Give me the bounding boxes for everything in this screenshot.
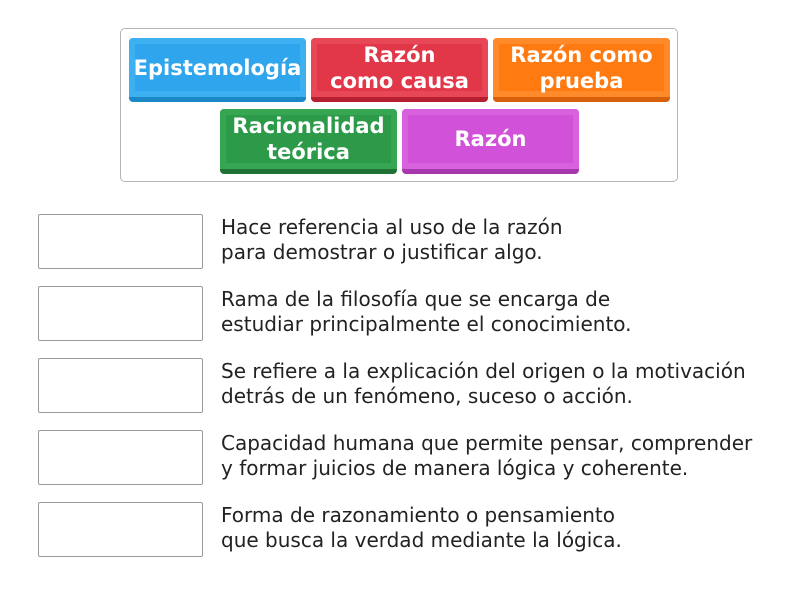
tile-razon-como-prueba[interactable] bbox=[493, 38, 670, 102]
tile-label: Epistemología bbox=[133, 55, 302, 80]
tile-label: Razón como prueba bbox=[510, 42, 653, 93]
description-1: Hace referencia al uso de la razón para demostrar o justificar algo. bbox=[221, 215, 563, 264]
description-4: Capacidad humana que permite pensar, comprender y formar juicios de manera lógica y coherente. bbox=[221, 431, 753, 480]
drop-slot-2[interactable] bbox=[38, 286, 203, 341]
description-5: Forma de razonamiento o pensamiento que busca la verdad mediante la lógica. bbox=[221, 503, 622, 552]
drop-slot-5[interactable] bbox=[38, 502, 203, 557]
drop-slot-4[interactable] bbox=[38, 430, 203, 485]
drop-slot-3[interactable] bbox=[38, 358, 203, 413]
description-2: Rama de la filosofía que se encarga de estudiar principalmente el conocimiento. bbox=[221, 287, 632, 336]
tile-label: Razón bbox=[454, 127, 527, 151]
tile-epistemologia[interactable] bbox=[129, 38, 306, 102]
description-3: Se refiere a la explicación del origen o la motivación detrás de un fenómeno, suceso o acción. bbox=[221, 359, 746, 408]
tile-racionalidad-teorica[interactable] bbox=[220, 109, 397, 174]
tile-label: Razón como causa bbox=[330, 42, 469, 93]
tile-label: Racionalidad teórica bbox=[232, 114, 385, 164]
drop-slot-1[interactable] bbox=[38, 214, 203, 269]
tile-razon[interactable] bbox=[402, 109, 579, 174]
tile-razon-como-causa[interactable] bbox=[311, 38, 488, 102]
